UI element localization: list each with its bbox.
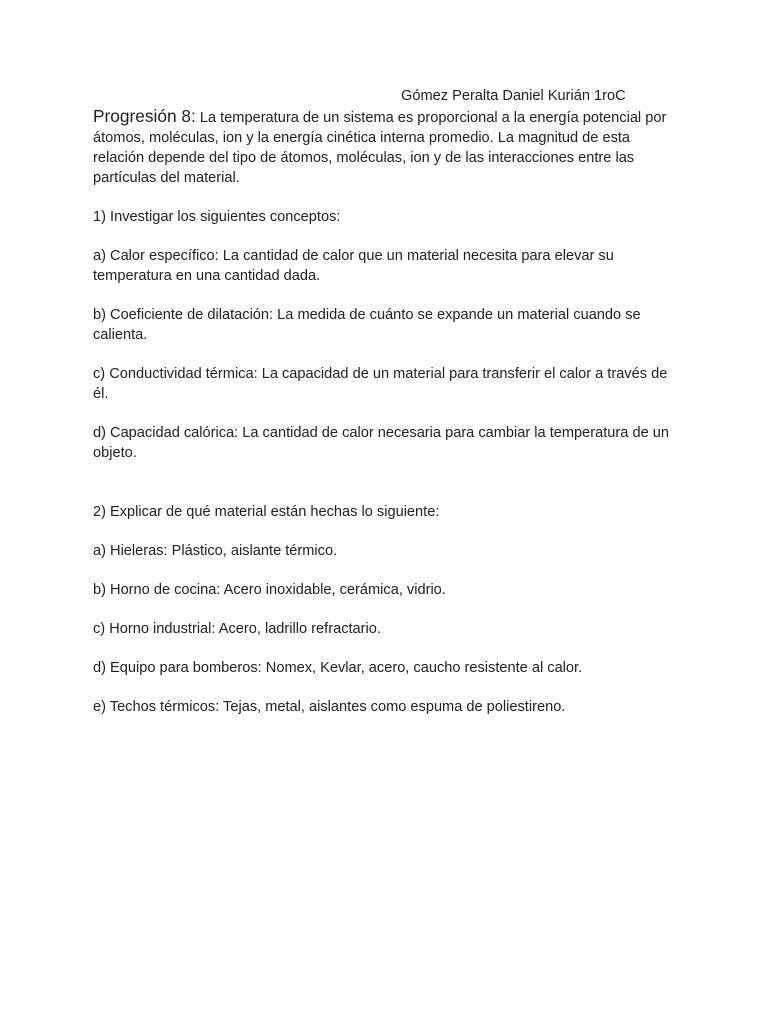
material-horno-cocina: b) Horno de cocina: Acero inoxidable, cerámica, vidrio. (93, 582, 446, 598)
concept-conductividad-termica: c) Conductividad térmica: La capacidad de un material para transferir el calor a través de él. (93, 366, 668, 402)
material-horno-industrial: c) Horno industrial: Acero, ladrillo refractario. (93, 621, 381, 637)
section-1-heading: 1) Investigar los siguientes conceptos: (93, 209, 341, 225)
document-body (93, 106, 683, 736)
concept-coeficiente-dilatacion: b) Coeficiente de dilatación: La medida de cuánto se expande un material cuando se calienta. (93, 307, 641, 343)
concept-capacidad-calorica: d) Capacidad calórica: La cantidad de calor necesaria para cambiar la temperatura de un objeto. (93, 425, 669, 461)
author-line: Gómez Peralta Daniel Kurián 1roC (401, 88, 626, 104)
material-techos-termicos: e) Techos térmicos: Tejas, metal, aislantes como espuma de poliestireno. (93, 699, 566, 715)
section-2-heading: 2) Explicar de qué material están hechas lo siguiente: (93, 504, 440, 520)
material-hieleras: a) Hieleras: Plástico, aislante térmico. (93, 543, 338, 559)
progression-paragraph (93, 106, 683, 188)
material-equipo-bomberos: d) Equipo para bomberos: Nomex, Kevlar, acero, caucho resistente al calor. (93, 660, 583, 676)
progression-text: La temperatura de un sistema es proporcional a la energía potencial por átomos, moléculas, ion y la energía cinética interna promedio. La magnitud de esta relación depende del tipo de átomos, moléculas, ion y de las interacciones entre las partículas del material. (93, 110, 667, 186)
progression-label: Progresión 8: (93, 106, 196, 126)
concept-calor-especifico: a) Calor específico: La cantidad de calor que un material necesita para elevar su temperatura en una cantidad dada. (93, 248, 614, 284)
